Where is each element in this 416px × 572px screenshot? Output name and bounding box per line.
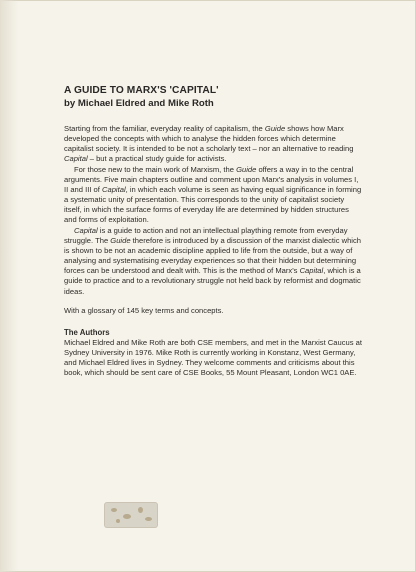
blurb [64,124,362,379]
glossary-note: With a glossary of 145 key terms and concepts. [64,305,224,315]
title-block [64,84,364,110]
authors-bio: Michael Eldred and Mike Roth are both CSE members, and met in the Marxist Caucus at Sydney University in 1976. Mike Roth is currently working in Konstanz, West Germany, and Michael Eldred lives in Sydney. They welcome comments and criticisms about this book, which should be sent care of CSE Books, 55 Mount Pleasant, London WC1 0AE. [64,337,362,378]
authors-heading: The Authors [64,327,110,337]
blurb-paragraph-3: Capital is a guide to action and not an intellectual plaything remote from everyday struggle. The Guide therefore is introduced by a discussion of the marxist dialectic which is shown to be not an academic discipline applied to life from the outside, but a way of analysing and systematising everyday experiences so that their hidden but determining forces can be understood and dealt with. This is the method of Marx's Capital, which is a guide to practice and to a revolutionary struggle not held back by reformist and dogmatic ideas. [64,225,362,296]
spine-shadow [0,0,18,572]
price-sticker-residue [105,503,157,527]
blurb-paragraph-1: Starting from the familiar, everyday reality of capitalism, the Guide shows how Marx developed the concepts with which to analyse the hidden forces which determine capitalist society. It is intended to be not a scholarly text – nor an alternative to reading Capital – but a practical study guide for activists. [64,124,354,164]
book-title: A GUIDE TO MARX'S 'CAPITAL' [64,85,219,96]
book-authors: by Michael Eldred and Mike Roth [64,98,214,109]
blurb-paragraph-2: For those new to the main work of Marxism, the Guide offers a way in to the central arguments. Five main chapters outline and comment upon Marx's analysis in volumes I, II and III of Capital, in which each volume is seen as having equal significance in forming a systematic unity of presentation. This corresponds to the unity of capitalist society itself, in which the surface forms of everyday life are determined by hidden structures and forms of exploitation. [64,164,362,225]
